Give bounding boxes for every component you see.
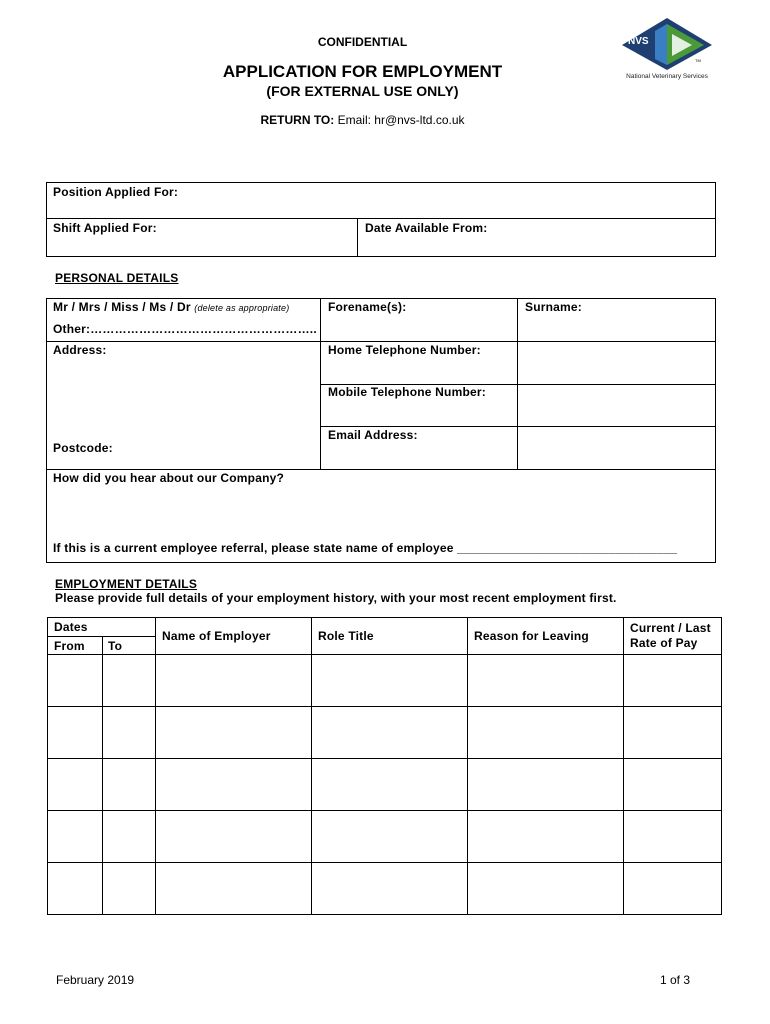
col-from: From [54,639,85,653]
personal-details-heading: PERSONAL DETAILS [55,271,179,285]
divider [155,617,156,915]
logo-tagline: National Veterinary Services [626,73,708,80]
table-row [47,706,722,707]
divider [47,654,722,655]
logo-tm: TM [695,58,701,63]
employment-table [47,617,722,915]
email-label[interactable]: Email Address: [328,428,418,442]
page-subtitle: (FOR EXTERNAL USE ONLY) [266,83,459,99]
divider [623,617,624,915]
referral-label[interactable]: If this is a current employee referral, please state name of employee ________________________________ [53,541,678,555]
return-label: RETURN TO: [260,113,335,127]
divider [357,218,358,257]
hear-about-label[interactable]: How did you hear about our Company? [53,471,285,485]
col-rate-line2: Rate of Pay [630,636,698,650]
logo-text: NVS [628,36,649,47]
col-employer: Name of Employer [162,629,271,643]
mobile-phone-label[interactable]: Mobile Telephone Number: [328,385,486,399]
divider [46,341,716,342]
forenames-label[interactable]: Forename(s): [328,300,407,314]
employment-instruction: Please provide full details of your employment history, with your most recent employment first. [55,591,617,605]
table-row [47,758,722,759]
col-reason: Reason for Leaving [474,629,589,643]
col-role: Role Title [318,629,374,643]
address-label[interactable]: Address: [53,343,107,357]
footer-date: February 2019 [56,973,135,987]
page-title: APPLICATION FOR EMPLOYMENT [222,62,503,81]
divider [46,218,716,219]
surname-label[interactable]: Surname: [525,300,582,314]
date-available-label[interactable]: Date Available From: [365,221,488,235]
divider [47,636,155,637]
divider [467,617,468,915]
other-title-field[interactable]: Other:……………………………………………….. [53,322,317,336]
col-rate-line1: Current / Last [630,621,711,635]
home-phone-label[interactable]: Home Telephone Number: [328,343,481,357]
title-note: (delete as appropriate) [194,303,290,313]
position-applied-label[interactable]: Position Applied For: [53,185,179,199]
divider [311,617,312,915]
confidential-label: CONFIDENTIAL [317,35,408,49]
postcode-label[interactable]: Postcode: [53,441,113,455]
title-options: Mr / Mrs / Miss / Ms / Dr [53,300,191,314]
table-row [47,810,722,811]
divider [320,426,716,427]
col-dates: Dates [54,620,88,634]
title-field[interactable] [53,300,289,314]
page-number: 1 of 3 [660,973,691,987]
return-line [0,113,725,127]
employment-details-heading: EMPLOYMENT DETAILS [55,577,198,591]
shift-applied-label[interactable]: Shift Applied For: [53,221,157,235]
col-to: To [108,639,123,653]
nvs-logo [612,12,722,84]
return-email: Email: hr@nvs-ltd.co.uk [337,113,465,127]
divider [46,469,716,470]
table-row [47,862,722,863]
divider [102,636,103,915]
